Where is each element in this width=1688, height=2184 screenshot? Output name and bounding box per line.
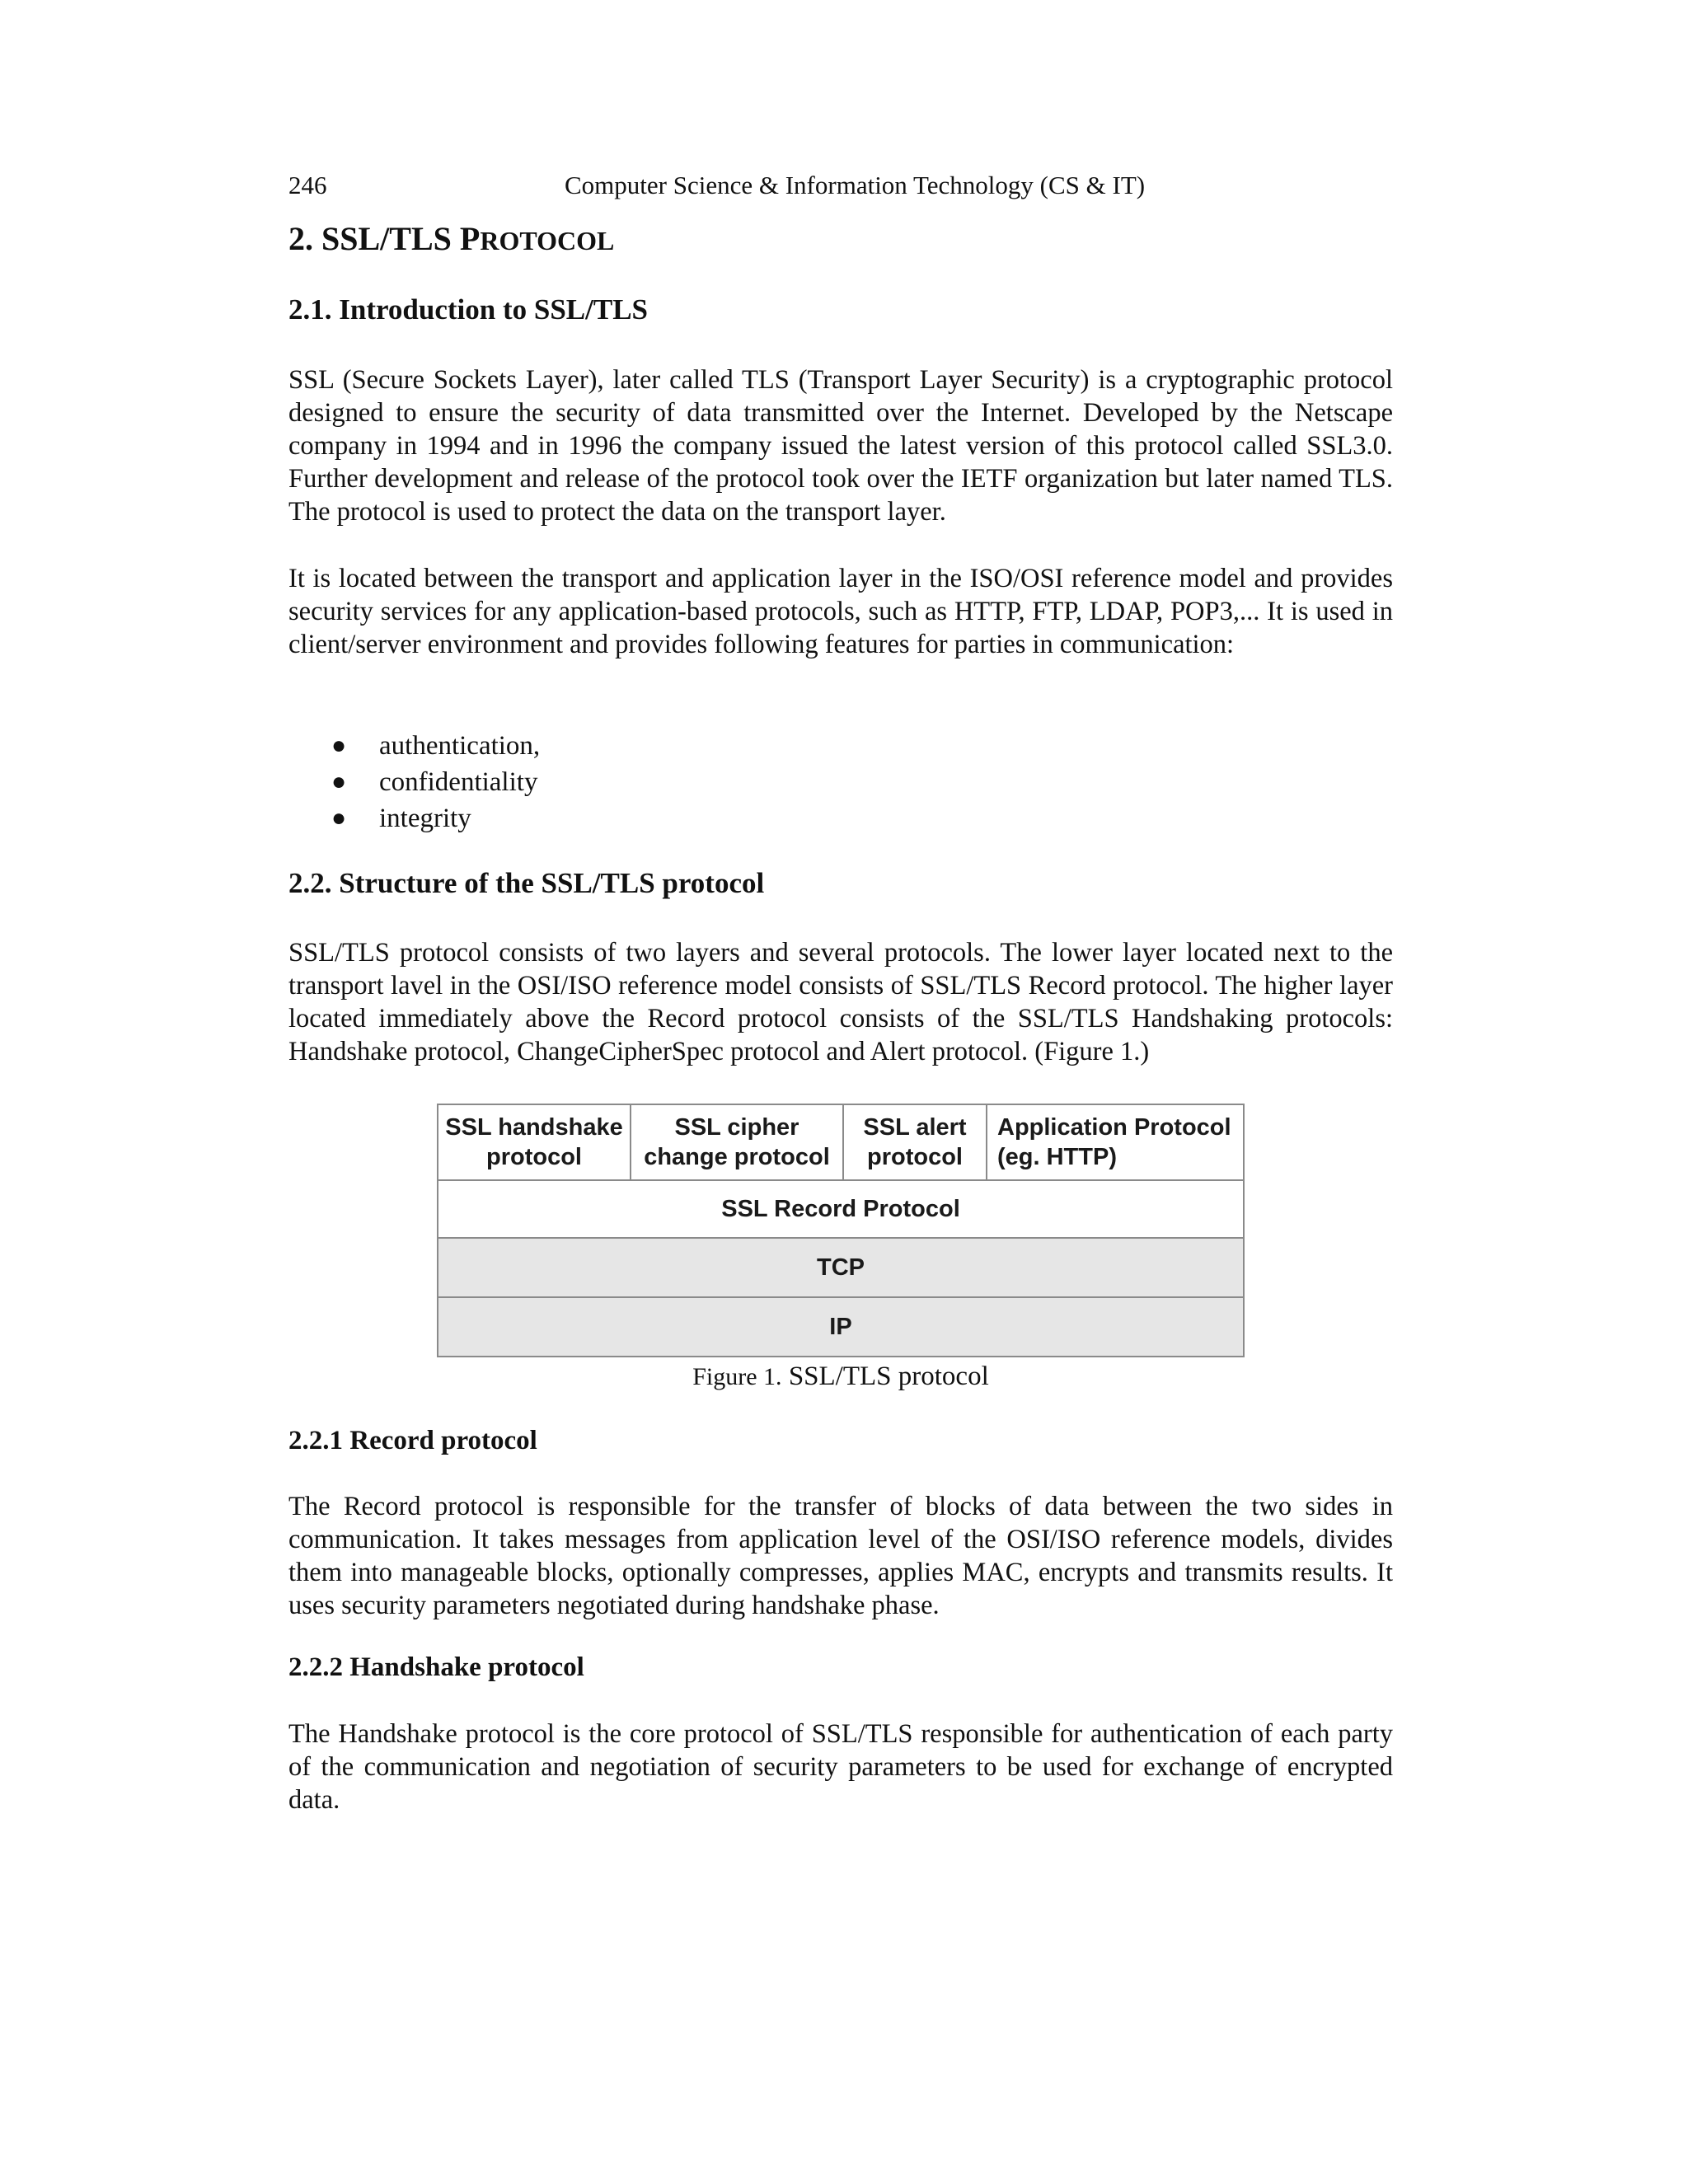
- paragraph-record-1: The Record protocol is responsible for the transfer of blocks of data between the two sides in communication. It takes messages from application level of the OSI/ISO reference models, divides them into manageable blocks, optionally compresses, applies MAC, encrypts and transmits results. It uses security parameters negotiated during handshake phase.: [288, 1492, 1393, 1620]
- paragraph-intro-2: It is located between the transport and application layer in the ISO/OSI reference model and provides security services for any application-based protocols, such as HTTP, FTP, LDAP, POP3,... It is used in client/server environment and provides following features for parties in communication:: [288, 564, 1393, 659]
- figure-cell-handshake: [437, 1104, 631, 1181]
- ssl-tls-stack-figure: [437, 1104, 1245, 1357]
- paragraph-handshake-1: The Handshake protocol is the core protocol of SSL/TLS responsible for authentication of each party of the communication and negotiation of security parameters to be used for exchange of encrypted data.: [288, 1719, 1393, 1815]
- bullet-icon: ●: [331, 804, 347, 832]
- list-item-text: integrity: [379, 804, 471, 833]
- figure-cell-line: SSL alert: [863, 1114, 967, 1141]
- figure-cell-line: change protocol: [644, 1144, 830, 1170]
- figure-cell-line: protocol: [866, 1144, 963, 1170]
- figure-caption-label: Figure 1.: [692, 1363, 782, 1390]
- list-item: [288, 800, 540, 837]
- figure-cell-line: SSL cipher: [674, 1114, 799, 1141]
- list-item: [288, 764, 540, 800]
- figure-record-layer: SSL Record Protocol: [437, 1179, 1245, 1239]
- subsubsection-heading-record: 2.2.1 Record protocol: [288, 1426, 537, 1455]
- running-header: [288, 171, 1393, 204]
- subsection-heading-intro: 2.1. Introduction to SSL/TLS: [288, 293, 649, 326]
- figure-cell-line: Application Protocol: [997, 1114, 1231, 1141]
- section-heading: [288, 219, 614, 258]
- figure-cell-alert: [842, 1104, 987, 1181]
- paragraph-structure-1: SSL/TLS protocol consists of two layers and several protocols. The lower layer located next to the transport lavel in the OSI/ISO reference model consists of SSL/TLS Record protocol. The higher layer located immediately above the Record protocol consists of the SSL/TLS Handshaking protocols: Handshake protocol, ChangeCipherSpec protocol and Alert protocol. (Figure 1.): [288, 938, 1393, 1066]
- section-heading-main: 2. SSL/TLS P: [288, 220, 481, 257]
- page-number: 246: [288, 171, 327, 199]
- figure-tcp-layer: TCP: [437, 1237, 1245, 1298]
- paragraph-intro-1: SSL (Secure Sockets Layer), later called TLS (Transport Layer Security) is a cryptographic protocol designed to ensure the security of data transmitted over the Internet. Developed by the Netscape company in 1994 and in 1996 the company issued the latest version of this protocol called SSL3.0. Further development and release of the protocol took over the IETF organization but later named TLS. The protocol is used to protect the data on the transport layer.: [288, 365, 1393, 527]
- list-item-text: confidentiality: [379, 767, 538, 797]
- figure-caption-text: SSL/TLS protocol: [788, 1361, 989, 1391]
- figure-ip-layer: IP: [437, 1296, 1245, 1357]
- figure-cell-cipher-change: [630, 1104, 844, 1181]
- figure-cell-application: [986, 1104, 1245, 1181]
- features-list: [288, 728, 540, 837]
- figure-caption: [288, 1361, 1393, 1392]
- list-item-text: authentication,: [379, 731, 541, 761]
- bullet-icon: ●: [331, 732, 347, 759]
- figure-cell-line: protocol: [486, 1144, 582, 1170]
- figure-cell-line: SSL handshake: [445, 1114, 623, 1141]
- subsubsection-heading-handshake: 2.2.2 Handshake protocol: [288, 1652, 584, 1682]
- bullet-icon: ●: [331, 768, 347, 795]
- list-item: [288, 728, 540, 764]
- figure-cell-line: (eg. HTTP): [997, 1144, 1117, 1170]
- subsection-heading-structure: 2.2. Structure of the SSL/TLS protocol: [288, 867, 765, 899]
- journal-title: Computer Science & Information Technology (CS & IT): [565, 171, 1146, 199]
- section-heading-smallcaps: ROTOCOL: [480, 226, 615, 255]
